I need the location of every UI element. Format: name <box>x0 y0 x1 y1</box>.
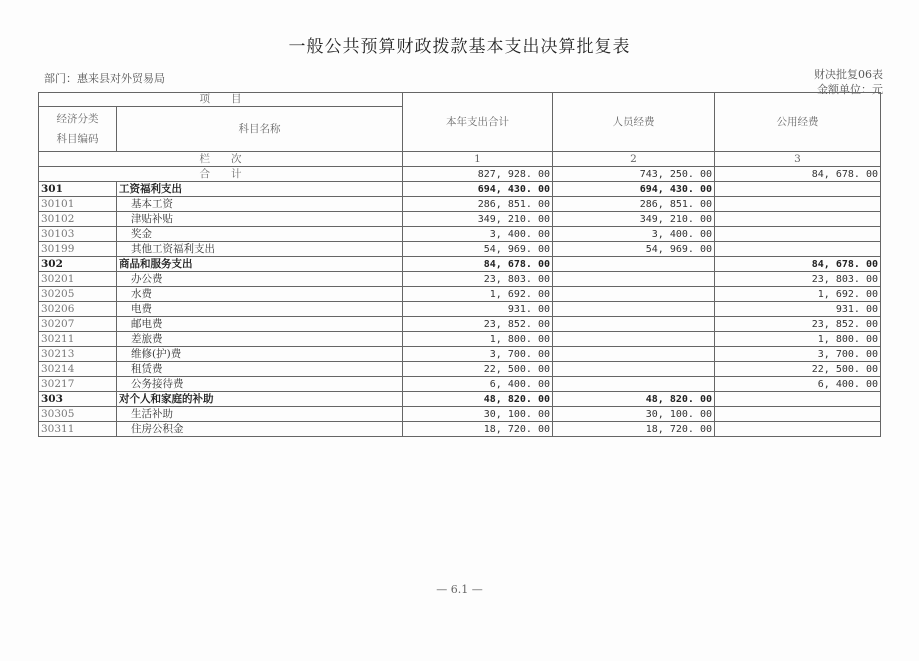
column-index-3: 3 <box>715 152 881 167</box>
table-row <box>39 362 881 377</box>
personnel-header: 人员经费 <box>553 93 715 152</box>
total-amount: 3, 400. 00 <box>403 227 553 242</box>
econ-class-label: 经济分类 <box>56 113 99 125</box>
personnel-amount: 54, 969. 00 <box>553 242 715 257</box>
public-amount <box>715 182 881 197</box>
column-index-2: 2 <box>553 152 715 167</box>
personnel-amount: 694, 430. 00 <box>553 182 715 197</box>
report-title: 一般公共预算财政拨款基本支出决算批复表 <box>288 37 631 57</box>
column-index-1: 1 <box>403 152 553 167</box>
page-number: — 6.1 — <box>436 583 483 596</box>
subject-code: 30214 <box>39 362 117 377</box>
total-public: 84, 678. 00 <box>715 167 881 182</box>
subject-code: 30211 <box>39 332 117 347</box>
total-amount: 1, 692. 00 <box>403 287 553 302</box>
subject-name: 商品和服务支出 <box>117 257 403 272</box>
table-row <box>39 422 881 437</box>
personnel-amount: 286, 851. 00 <box>553 197 715 212</box>
item-header: 项 目 <box>39 93 403 107</box>
personnel-amount <box>553 287 715 302</box>
personnel-amount: 349, 210. 00 <box>553 212 715 227</box>
header-row-item <box>39 93 881 107</box>
total-personnel: 743, 250. 00 <box>553 167 715 182</box>
subject-code: 30305 <box>39 407 117 422</box>
subject-name: 住房公积金 <box>117 422 403 437</box>
subject-code: 303 <box>39 392 117 407</box>
table-row <box>39 197 881 212</box>
total-header: 本年支出合计 <box>403 93 553 152</box>
public-amount: 1, 800. 00 <box>715 332 881 347</box>
total-amount: 23, 803. 00 <box>403 272 553 287</box>
expenditure-table <box>38 92 881 437</box>
subject-name: 奖金 <box>117 227 403 242</box>
public-amount <box>715 212 881 227</box>
subject-code: 30206 <box>39 302 117 317</box>
table-row <box>39 272 881 287</box>
total-amount: 694, 430. 00 <box>403 182 553 197</box>
subject-name: 租赁费 <box>117 362 403 377</box>
subject-code: 30199 <box>39 242 117 257</box>
category-row <box>39 182 881 197</box>
column-index-row <box>39 152 881 167</box>
subject-code: 30101 <box>39 197 117 212</box>
subject-code: 30102 <box>39 212 117 227</box>
table-row <box>39 302 881 317</box>
subject-code: 30103 <box>39 227 117 242</box>
form-number: 财决批复06表 <box>814 68 883 81</box>
subject-name: 津贴补贴 <box>117 212 403 227</box>
personnel-amount <box>553 272 715 287</box>
table-row <box>39 347 881 362</box>
personnel-amount <box>553 302 715 317</box>
total-amount: 3, 700. 00 <box>403 347 553 362</box>
total-amount: 931. 00 <box>403 302 553 317</box>
subject-code: 30311 <box>39 422 117 437</box>
total-amount: 48, 820. 00 <box>403 392 553 407</box>
public-amount: 23, 803. 00 <box>715 272 881 287</box>
total-amount: 1, 800. 00 <box>403 332 553 347</box>
public-amount <box>715 197 881 212</box>
subject-name: 其他工资福利支出 <box>117 242 403 257</box>
public-amount <box>715 422 881 437</box>
personnel-amount <box>553 377 715 392</box>
personnel-amount <box>553 257 715 272</box>
public-amount: 931. 00 <box>715 302 881 317</box>
total-amount: 18, 720. 00 <box>403 422 553 437</box>
public-amount: 84, 678. 00 <box>715 257 881 272</box>
total-amount: 23, 852. 00 <box>403 317 553 332</box>
table-row <box>39 317 881 332</box>
personnel-amount <box>553 332 715 347</box>
public-amount <box>715 392 881 407</box>
public-amount: 23, 852. 00 <box>715 317 881 332</box>
subject-name: 电费 <box>117 302 403 317</box>
econ-class-header <box>39 107 117 152</box>
personnel-amount: 48, 820. 00 <box>553 392 715 407</box>
subject-code: 30213 <box>39 347 117 362</box>
personnel-amount <box>553 362 715 377</box>
subject-code: 301 <box>39 182 117 197</box>
subject-code: 302 <box>39 257 117 272</box>
subject-name: 差旅费 <box>117 332 403 347</box>
subject-code: 30207 <box>39 317 117 332</box>
subject-name: 公务接待费 <box>117 377 403 392</box>
total-row <box>39 167 881 182</box>
subject-name: 工资福利支出 <box>117 182 403 197</box>
public-amount: 1, 692. 00 <box>715 287 881 302</box>
table-row <box>39 287 881 302</box>
total-amount: 22, 500. 00 <box>403 362 553 377</box>
subject-name: 水费 <box>117 287 403 302</box>
column-index-label: 栏 次 <box>39 152 403 167</box>
total-amount: 30, 100. 00 <box>403 407 553 422</box>
subject-name: 维修(护)费 <box>117 347 403 362</box>
subject-code: 30205 <box>39 287 117 302</box>
personnel-amount <box>553 317 715 332</box>
public-amount: 3, 700. 00 <box>715 347 881 362</box>
table-row <box>39 212 881 227</box>
amount-unit: 金额单位：元 <box>817 83 883 96</box>
table-row <box>39 332 881 347</box>
subject-code-label: 科目编码 <box>56 133 99 145</box>
subject-code: 30217 <box>39 377 117 392</box>
public-amount <box>715 407 881 422</box>
category-row <box>39 257 881 272</box>
table-row <box>39 377 881 392</box>
subject-name-header: 科目名称 <box>117 107 403 152</box>
subject-code: 30201 <box>39 272 117 287</box>
total-amount: 54, 969. 00 <box>403 242 553 257</box>
table-row <box>39 242 881 257</box>
public-amount: 6, 400. 00 <box>715 377 881 392</box>
subject-name: 基本工资 <box>117 197 403 212</box>
public-header: 公用经费 <box>715 93 881 152</box>
table-row <box>39 407 881 422</box>
subject-name: 对个人和家庭的补助 <box>117 392 403 407</box>
personnel-amount <box>553 347 715 362</box>
subject-name: 邮电费 <box>117 317 403 332</box>
personnel-amount: 18, 720. 00 <box>553 422 715 437</box>
table-row <box>39 227 881 242</box>
public-amount <box>715 227 881 242</box>
total-amount: 6, 400. 00 <box>403 377 553 392</box>
subject-name: 办公费 <box>117 272 403 287</box>
category-row <box>39 392 881 407</box>
personnel-amount: 3, 400. 00 <box>553 227 715 242</box>
department-label: 部门：惠来县对外贸易局 <box>44 72 165 85</box>
total-amount: 84, 678. 00 <box>403 257 553 272</box>
personnel-amount: 30, 100. 00 <box>553 407 715 422</box>
total-amount: 286, 851. 00 <box>403 197 553 212</box>
total-amount: 349, 210. 00 <box>403 212 553 227</box>
total-label: 合 计 <box>39 167 403 182</box>
total-amount: 827, 928. 00 <box>403 167 553 182</box>
subject-name: 生活补助 <box>117 407 403 422</box>
public-amount <box>715 242 881 257</box>
public-amount: 22, 500. 00 <box>715 362 881 377</box>
